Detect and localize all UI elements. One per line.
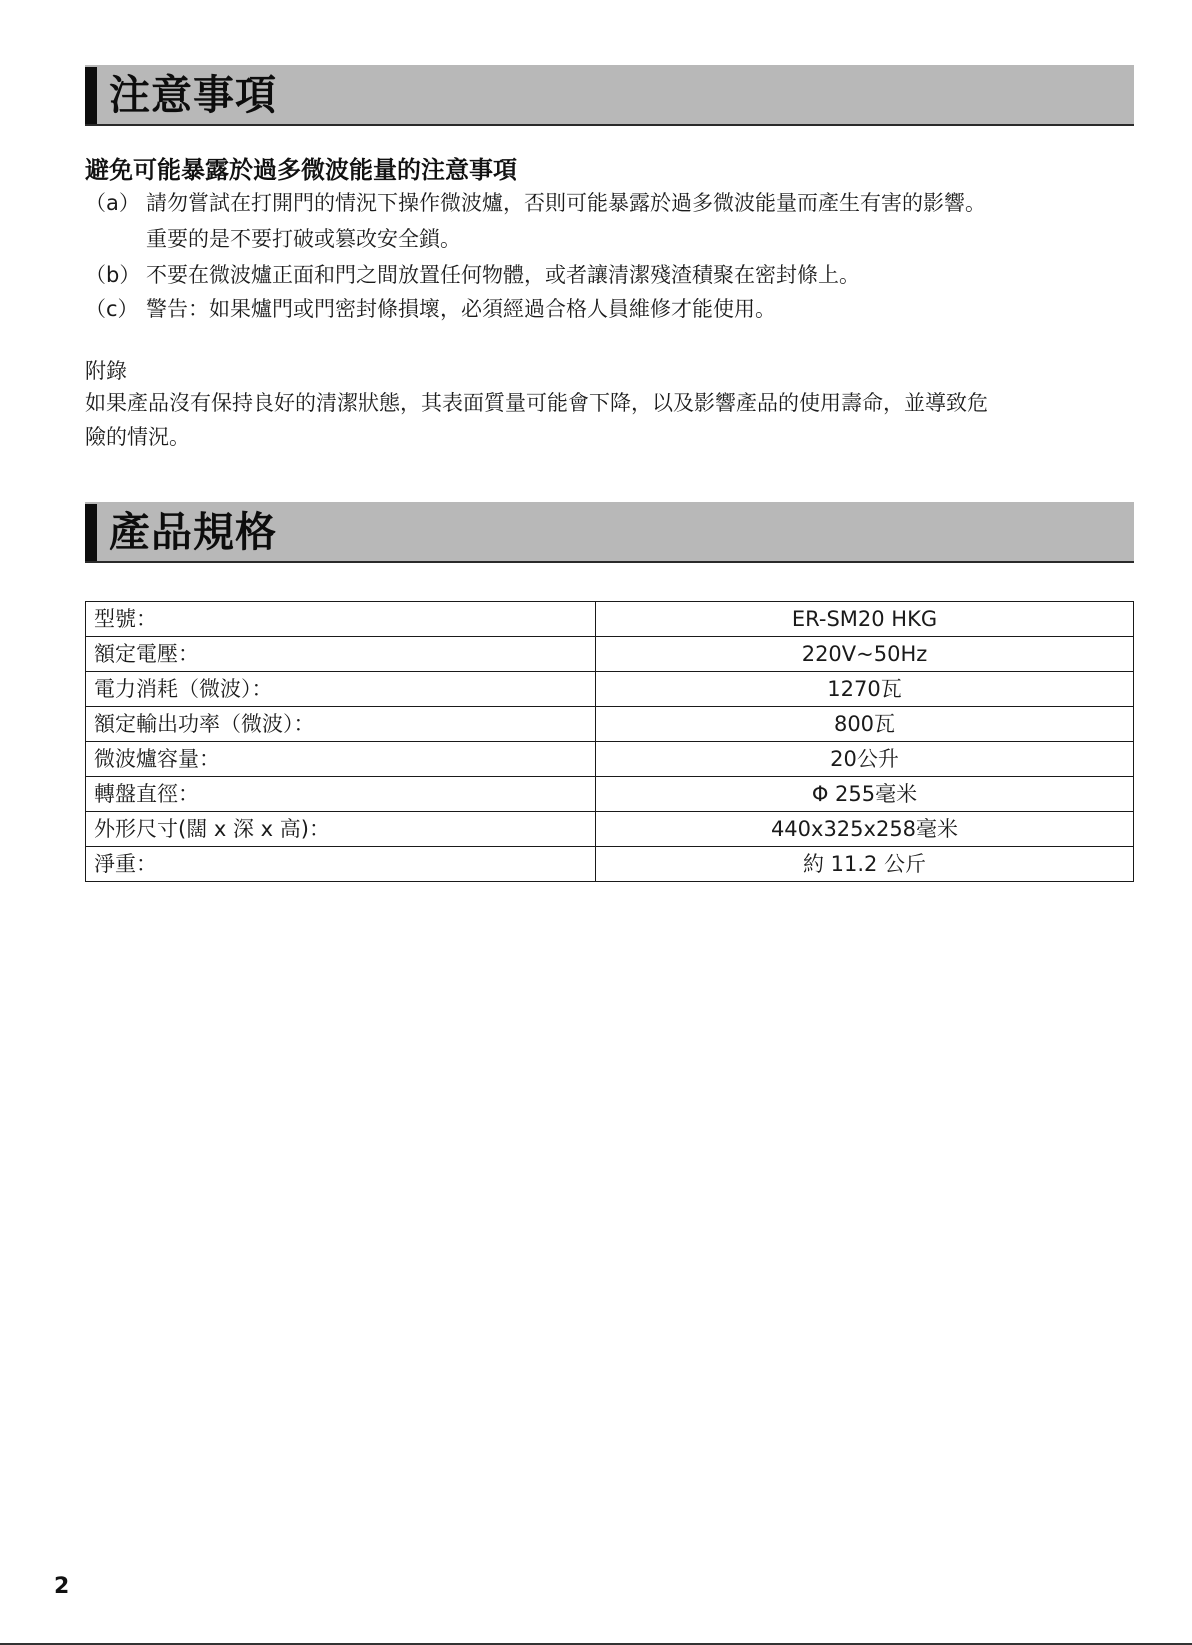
spec-value: 800瓦 <box>596 707 1134 742</box>
notes-section-title: 注意事項 <box>109 71 277 119</box>
header-accent-bar <box>85 67 97 124</box>
appendix-title: 附錄 <box>85 359 127 383</box>
specs-table <box>85 601 1134 882</box>
note-item-c <box>85 292 776 326</box>
specs-section-header <box>85 502 1134 563</box>
notes-section-header <box>85 65 1134 126</box>
table-row <box>86 777 1134 812</box>
spec-key: 淨重： <box>86 847 596 882</box>
note-item-label: （a） <box>85 191 140 215</box>
appendix-text-line2: 險的情況。 <box>85 425 190 449</box>
note-item-text: 不要在微波爐正面和門之間放置任何物體，或者讓清潔殘渣積聚在密封條上。 <box>146 263 860 287</box>
spec-value: 1270瓦 <box>596 672 1134 707</box>
note-item-b <box>85 258 860 292</box>
spec-value: 440x325x258毫米 <box>596 812 1134 847</box>
spec-value: Φ 255毫米 <box>596 777 1134 812</box>
spec-key: 外形尺寸(闊 x 深 x 高)： <box>86 812 596 847</box>
specs-section-title: 產品規格 <box>109 508 277 556</box>
spec-key: 型號： <box>86 602 596 637</box>
note-item-text: 請勿嘗試在打開門的情況下操作微波爐，否則可能暴露於過多微波能量而產生有害的影響。 <box>146 191 986 215</box>
table-row <box>86 707 1134 742</box>
table-row <box>86 637 1134 672</box>
header-accent-bar <box>85 504 97 561</box>
table-row <box>86 672 1134 707</box>
page-number: 2 <box>54 1574 70 1599</box>
spec-key: 微波爐容量： <box>86 742 596 777</box>
note-item-label: （b） <box>85 263 141 287</box>
spec-value: 20公升 <box>596 742 1134 777</box>
table-row <box>86 847 1134 882</box>
appendix-text-line1: 如果產品沒有保持良好的清潔狀態，其表面質量可能會下降，以及影響產品的使用壽命，並導致危 <box>85 391 988 415</box>
notes-subheading: 避免可能暴露於過多微波能量的注意事項 <box>85 156 517 184</box>
note-item-label: （c） <box>85 297 139 321</box>
note-item-a <box>85 186 986 220</box>
table-row <box>86 812 1134 847</box>
spec-value: 約 11.2 公斤 <box>596 847 1134 882</box>
spec-key: 電力消耗（微波）： <box>86 672 596 707</box>
spec-value: ER-SM20 HKG <box>596 602 1134 637</box>
table-row <box>86 742 1134 777</box>
note-item-text: 警告：如果爐門或門密封條損壞，必須經過合格人員維修才能使用。 <box>146 297 776 321</box>
spec-key: 額定輸出功率（微波）： <box>86 707 596 742</box>
spec-key: 額定電壓： <box>86 637 596 672</box>
spec-value: 220V~50Hz <box>596 637 1134 672</box>
table-row <box>86 602 1134 637</box>
note-item-a-continuation: 重要的是不要打破或篡改安全鎖。 <box>146 227 461 251</box>
spec-key: 轉盤直徑： <box>86 777 596 812</box>
